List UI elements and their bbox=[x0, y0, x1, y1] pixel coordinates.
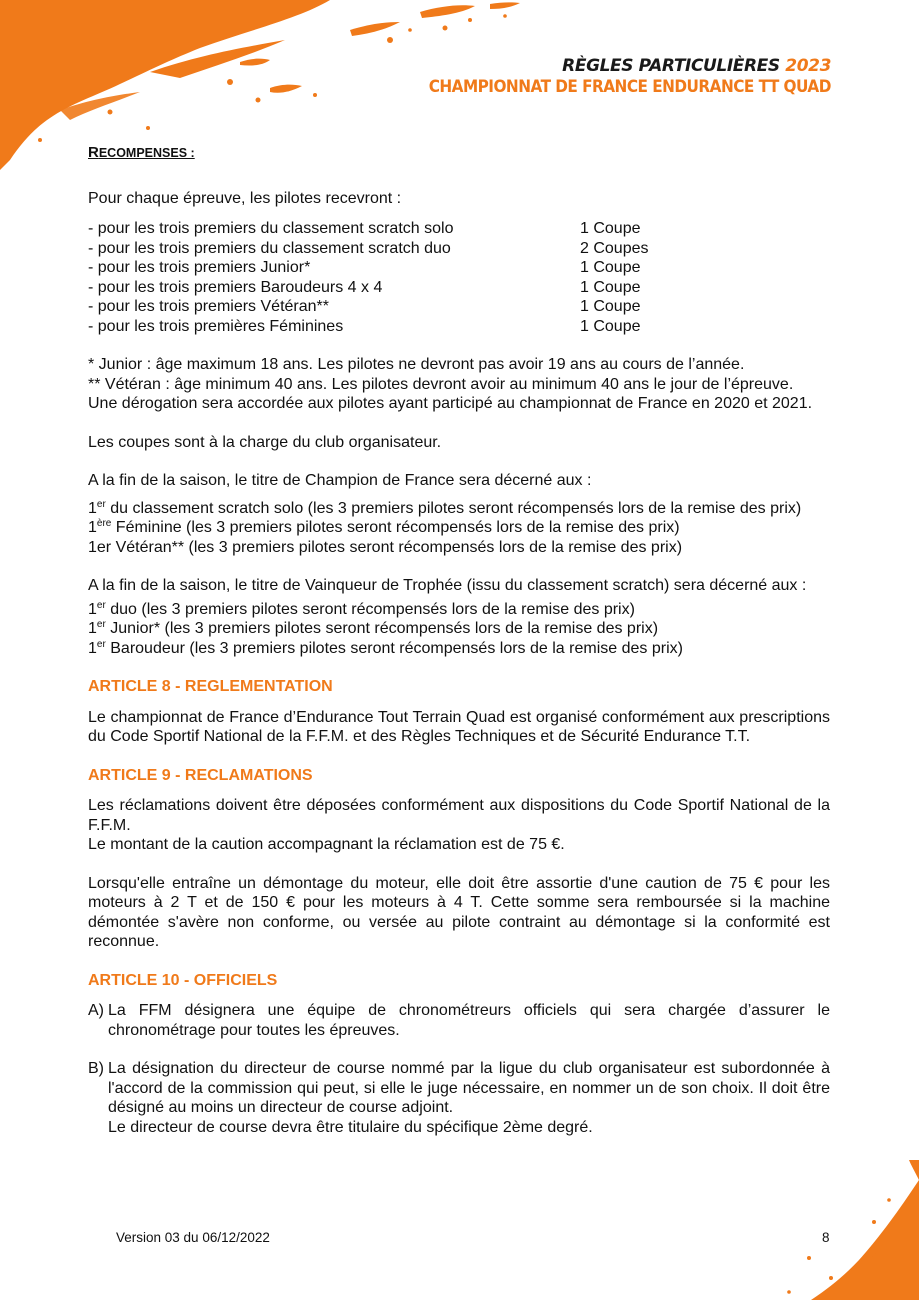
item-letter: B) bbox=[88, 1060, 104, 1077]
rank-suffix: er bbox=[96, 638, 106, 650]
article-10-item-b bbox=[88, 1059, 830, 1137]
rank-suffix: ère bbox=[96, 518, 112, 529]
champion-item-text: du classement scratch solo (les 3 premiers pilotes seront récompensés lors de la remise des prix) bbox=[105, 499, 802, 517]
page-number: 8 bbox=[822, 1230, 830, 1245]
trophy-item bbox=[88, 639, 830, 659]
article-9-paragraph-1: Les réclamations doivent être déposées conformément aux dispositions du Code Sportif National de la F.F.M. bbox=[88, 797, 830, 834]
champion-item-text: Vétéran** (les 3 premiers pilotes seront récompensés lors de la remise des prix) bbox=[111, 538, 683, 556]
award-value: 1 Coupe bbox=[580, 220, 641, 237]
trophy-item bbox=[88, 600, 830, 620]
header-title-year: 2023 bbox=[785, 56, 831, 76]
article-8-title: ARTICLE 8 - REGLEMENTATION bbox=[88, 678, 333, 695]
champion-intro: A la fin de la saison, le titre de Champion de France sera décerné aux : bbox=[88, 472, 592, 489]
trophy-item-text: Junior* (les 3 premiers pilotes seront récompensés lors de la remise des prix) bbox=[105, 620, 659, 637]
award-row bbox=[88, 278, 830, 298]
rank-suffix: er bbox=[96, 599, 106, 611]
champion-item bbox=[88, 538, 830, 558]
note-junior: * Junior : âge maximum 18 ans. Les pilotes ne devront pas avoir 19 ans au cours de l’année. bbox=[88, 356, 745, 373]
document-body bbox=[88, 140, 830, 1137]
trophy-item bbox=[88, 619, 830, 639]
recompenses-title-rest: ECOMPENSES : bbox=[98, 146, 195, 160]
item-text: La FFM désignera une équipe de chronométreurs officiels qui sera chargée d’assurer le chronométrage pour toutes les épreuves. bbox=[108, 1002, 830, 1039]
rank-suffix: er bbox=[96, 498, 106, 510]
trophy-intro: A la fin de la saison, le titre de Vainqueur de Trophée (issu du classement scratch) sera décerné aux : bbox=[88, 577, 807, 594]
rank-number: 1 bbox=[88, 639, 97, 657]
recompenses-intro: Pour chaque épreuve, les pilotes recevront : bbox=[88, 189, 402, 207]
article-9-paragraph-2: Le montant de la caution accompagnant la réclamation est de 75 €. bbox=[88, 836, 565, 853]
award-value: 1 Coupe bbox=[580, 298, 641, 315]
note-derogation: Une dérogation sera accordée aux pilotes ayant participé au championnat de France en 2020 et 2021. bbox=[88, 395, 813, 412]
header-subtitle: CHAMPIONNAT DE FRANCE ENDURANCE TT QUAD bbox=[428, 77, 831, 97]
footer-version: Version 03 du 06/12/2022 bbox=[116, 1230, 270, 1245]
rank-number: 1 bbox=[88, 600, 97, 618]
article-10-title: ARTICLE 10 - OFFICIELS bbox=[88, 971, 278, 989]
award-row bbox=[88, 258, 830, 278]
award-value: 1 Coupe bbox=[580, 278, 641, 296]
award-row bbox=[88, 219, 830, 239]
award-row bbox=[88, 317, 830, 337]
award-value: 2 Coupes bbox=[580, 239, 649, 257]
item-extra-text: Le directeur de course devra être titulaire du spécifique 2ème degré. bbox=[108, 1118, 593, 1136]
recompenses-title bbox=[88, 143, 830, 164]
award-label: - pour les trois premiers Junior* bbox=[88, 259, 311, 276]
award-label: - pour les trois premiers du classement scratch duo bbox=[88, 239, 451, 257]
champion-item bbox=[88, 518, 830, 538]
rank-number: 1 bbox=[88, 519, 97, 536]
item-letter: A) bbox=[88, 1002, 104, 1019]
rank-number: 1er bbox=[88, 538, 112, 556]
rank-number: 1 bbox=[88, 620, 97, 637]
note-veteran: ** Vétéran : âge minimum 40 ans. Les pilotes devront avoir au minimum 40 ans le jour de l’épreuve. bbox=[88, 375, 794, 393]
champion-item-text: Féminine (les 3 premiers pilotes seront récompensés lors de la remise des prix) bbox=[111, 519, 680, 536]
coupes-note: Les coupes sont à la charge du club organisateur. bbox=[88, 433, 442, 451]
award-label: - pour les trois premiers Vétéran** bbox=[88, 298, 329, 315]
document-header bbox=[384, 56, 831, 98]
award-value: 1 Coupe bbox=[580, 259, 641, 276]
recompenses-title-initial: R bbox=[88, 144, 99, 161]
award-row bbox=[88, 297, 830, 317]
orange-splash-bottom-decoration bbox=[749, 1160, 919, 1300]
article-10-item-a bbox=[88, 1001, 830, 1040]
award-value: 1 Coupe bbox=[580, 317, 641, 335]
award-row bbox=[88, 239, 830, 259]
rank-number: 1 bbox=[88, 499, 97, 517]
trophy-item-text: Baroudeur (les 3 premiers pilotes seront récompensés lors de la remise des prix) bbox=[105, 639, 683, 657]
header-title-text: RÈGLES PARTICULIÈRES bbox=[562, 56, 780, 76]
item-text: La désignation du directeur de course nommé par la ligue du club organisateur est subordonnée à l'accord de la commission qui peut, si elle le juge nécessaire, en nommer un de son choix. Il doit être désigné au moins un directeur de course adjoint. bbox=[108, 1060, 830, 1116]
champion-item bbox=[88, 499, 830, 519]
award-label: - pour les trois premiers du classement scratch solo bbox=[88, 220, 454, 237]
article-9-title: ARTICLE 9 - RECLAMATIONS bbox=[88, 766, 313, 784]
award-label: - pour les trois premiers Baroudeurs 4 x 4 bbox=[88, 278, 383, 296]
header-title bbox=[384, 56, 831, 76]
award-label: - pour les trois premières Féminines bbox=[88, 317, 344, 335]
article-8-text: Le championnat de France d’Endurance Tout Terrain Quad est organisé conformément aux prescriptions du Code Sportif National de la F.F.M. et des Règles Techniques et de Sécurité Endurance T.T. bbox=[88, 708, 830, 745]
trophy-item-text: duo (les 3 premiers pilotes seront récompensés lors de la remise des prix) bbox=[105, 600, 635, 618]
award-list bbox=[88, 219, 830, 336]
rank-suffix: er bbox=[96, 619, 106, 630]
article-9-paragraph-3: Lorsqu'elle entraîne un démontage du moteur, elle doit être assortie d'une caution de 75 € pour les moteurs à 2 T et de 150 € pour les moteurs à 4 T. Cette somme sera remboursée si la machine démontée s'avère non conforme, ou versée au pilote contraint au démontage si la conformité est reconnue. bbox=[88, 874, 830, 950]
